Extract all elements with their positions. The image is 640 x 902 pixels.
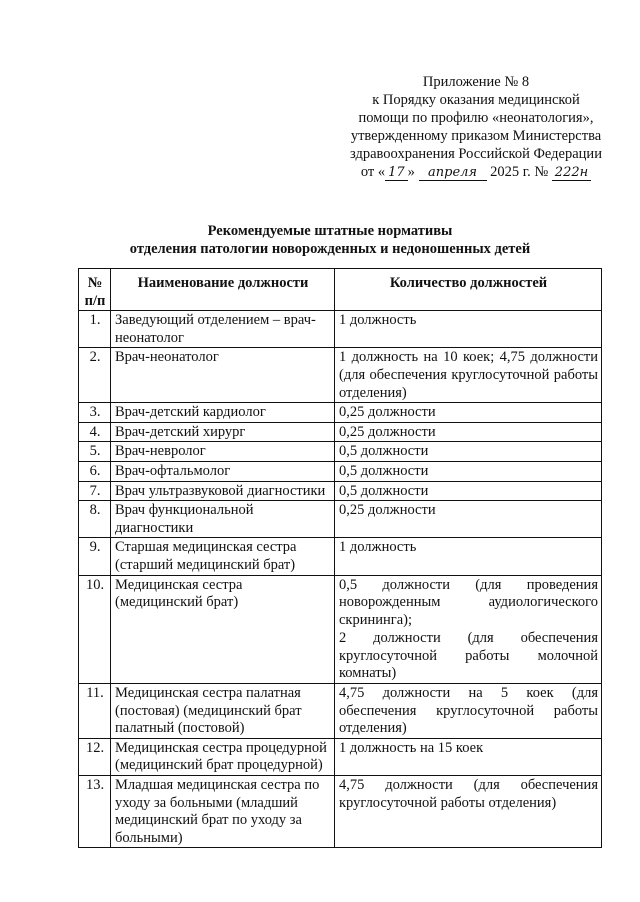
table-row <box>79 442 602 462</box>
handwritten-month: апреля <box>419 166 487 181</box>
table-row <box>79 575 602 684</box>
position-count <box>335 575 602 684</box>
row-number: 3. <box>79 403 111 423</box>
appendix-date-line <box>340 163 612 181</box>
table-row <box>79 311 602 348</box>
row-number: 1. <box>79 311 111 348</box>
count-paragraph: 1 должность <box>339 312 417 329</box>
position-count <box>335 403 602 423</box>
count-paragraph: 0,25 должности <box>339 423 436 440</box>
position-name: Медицинская сестра палатная (постовая) (медицинский брат палатный (постовой) <box>111 684 335 739</box>
count-paragraph: 0,5 должности <box>339 462 429 479</box>
title-line-2: отделения патологии новорожденных и недоношенных детей <box>129 241 531 257</box>
position-count <box>335 422 602 442</box>
row-number: 2. <box>79 348 111 403</box>
appendix-header <box>340 73 612 181</box>
table-body <box>79 311 602 848</box>
position-count <box>335 738 602 775</box>
handwritten-order-number: 222н <box>552 166 591 181</box>
position-name: Заведующий отделением – врач-неонатолог <box>111 311 335 348</box>
position-name: Врач-неонатолог <box>111 348 335 403</box>
count-paragraph: 1 должность на 10 коек; 4,75 должности (для обеспечения круглосуточной работы отделения) <box>339 349 598 401</box>
position-name: Медицинская сестра процедурной (медицинский брат процедурной) <box>111 738 335 775</box>
position-count <box>335 776 602 848</box>
row-number: 10. <box>79 575 111 684</box>
position-count <box>335 348 602 403</box>
position-count <box>335 311 602 348</box>
document-title <box>60 222 600 258</box>
date-year: 2025 г. № <box>490 164 549 180</box>
table-row <box>79 403 602 423</box>
column-header-position: Наименование должности <box>111 269 335 311</box>
appendix-number: Приложение № 8 <box>422 74 530 90</box>
date-day-suffix: » <box>407 164 415 180</box>
row-number: 9. <box>79 538 111 575</box>
position-name: Старшая медицинская сестра (старший медицинский брат) <box>111 538 335 575</box>
table-row <box>79 538 602 575</box>
position-name: Медицинская сестра (медицинский брат) <box>111 575 335 684</box>
table-row <box>79 684 602 739</box>
position-count <box>335 481 602 501</box>
title-line-1: Рекомендуемые штатные нормативы <box>207 223 453 239</box>
row-number: 4. <box>79 422 111 442</box>
position-name: Врач-детский кардиолог <box>111 403 335 423</box>
table-row <box>79 461 602 481</box>
row-number: 11. <box>79 684 111 739</box>
count-paragraph: 1 должность <box>339 539 417 556</box>
date-prefix: от « <box>360 164 386 180</box>
position-count <box>335 501 602 538</box>
position-count <box>335 461 602 481</box>
appendix-line-5: здравоохранения Российской Федерации <box>350 146 602 162</box>
table-header-row <box>79 269 602 311</box>
row-number: 12. <box>79 738 111 775</box>
position-name: Врач функциональной диагностики <box>111 501 335 538</box>
row-number: 7. <box>79 481 111 501</box>
count-paragraph: 0,25 должности <box>339 404 436 421</box>
position-count <box>335 442 602 462</box>
count-paragraph: 1 должность на 15 коек <box>339 739 484 756</box>
table-row <box>79 776 602 848</box>
row-number: 5. <box>79 442 111 462</box>
count-paragraph: 0,5 должности <box>339 443 429 460</box>
table-row <box>79 422 602 442</box>
count-paragraph: 2 должности (для обеспечения круглосуточной работы молочной комнаты) <box>339 630 598 682</box>
position-name: Врач-детский хирург <box>111 422 335 442</box>
table-row <box>79 501 602 538</box>
position-name: Врач ультразвуковой диагностики <box>111 481 335 501</box>
appendix-line-2: к Порядку оказания медицинской <box>372 92 580 108</box>
position-count <box>335 538 602 575</box>
table-row <box>79 738 602 775</box>
table-row <box>79 481 602 501</box>
position-count <box>335 684 602 739</box>
position-name: Врач-офтальмолог <box>111 461 335 481</box>
row-number: 13. <box>79 776 111 848</box>
staffing-table <box>78 268 602 848</box>
column-header-count: Количество должностей <box>335 269 602 311</box>
appendix-line-3: помощи по профилю «неонатология», <box>358 110 594 126</box>
count-paragraph: 4,75 должности на 5 коек (для обеспечения круглосуточной работы отделения) <box>339 685 598 737</box>
handwritten-day: 17 <box>385 166 408 181</box>
row-number: 6. <box>79 461 111 481</box>
position-name: Младшая медицинская сестра по уходу за больными (младший медицинский брат по уходу за больными) <box>111 776 335 848</box>
position-name: Врач-невролог <box>111 442 335 462</box>
count-paragraph: 0,25 должности <box>339 502 436 519</box>
count-paragraph: 0,5 должности <box>339 482 429 499</box>
row-number: 8. <box>79 501 111 538</box>
table-row <box>79 348 602 403</box>
appendix-line-4: утвержденному приказом Министерства <box>350 128 602 144</box>
column-header-number: № п/п <box>79 269 111 311</box>
count-paragraph: 4,75 должности (для обеспечения круглосуточной работы отделения) <box>339 777 598 811</box>
count-paragraph: 0,5 должности (для проведения новорожденным аудиологического скрининга); <box>339 576 598 628</box>
